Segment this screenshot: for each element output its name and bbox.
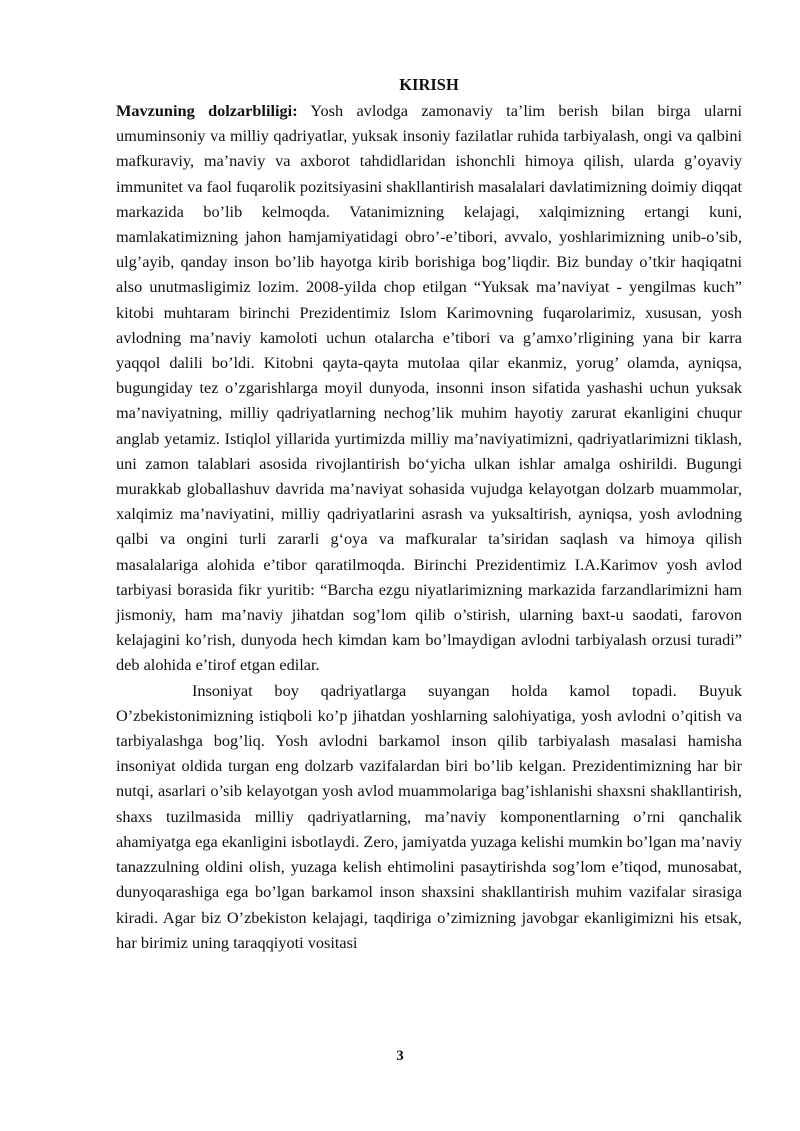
paragraph-values: Insoniyat boy qadriyatlarga suyangan holda kamol topadi. Buyuk O’zbekistonimizning istiqboli ko’p jihatdan yoshlarning salohiyatiga, yosh avlodni o’qitish va tarbiyalashga bog’liq. Yosh avlodni barkamol inson qilib tarbiyalash masalasi hamisha insoniyat oldida turgan eng dolzarb vazifalardan biri bo’lib kelgan. Prezidentimizning har bir nutqi, asarlari o’sib kelayotgan yosh avlod muammolariga bag’ishlanishi shaxsni shakllantirish, shaxs tuzilmasida milliy qadriyatlarning, ma’naviy komponentlarning o’rni qanchalik ahamiyatga ega ekanligini isbotlaydi. Zero, jamiyatda yuzaga kelishi mumkin bo’lgan ma’naviy tanazzulning oldini olish, yuzaga kelish ehtimolini pasaytirishda sog’lom e’tiqod, munosabat, dunyoqarashiga ega bo’lgan barkamol inson shaxsini shakllantirish muhim vazifalar sirasiga kiradi. Agar biz O’zbekiston kelajagi, taqdiriga o’zimizning javobgar ekanligimizni his etsak, har birimiz uning taraqqiyoti vositasi xyxy=(116,680,742,952)
section-lead-label: Mavzuning dolzarbliligi: xyxy=(116,101,298,120)
page-number: 3 xyxy=(396,1048,404,1064)
paragraph-relevance xyxy=(116,98,742,678)
document-page xyxy=(116,72,742,955)
page-title: KIRISH xyxy=(399,75,459,94)
paragraph-relevance-text: Yosh avlodga zamonaviy ta’lim berish bilan birga ularni umuminsoniy va milliy qadriyatlar, yuksak insoniy fazilatlar ruhida tarbiyalash, ongi va qalbini mafkuraviy, ma’naviy va axborot tahdidlaridan ishonchli himoya qilish, ularda g’oyaviy immunitet va faol fuqarolik pozitsiyasini shakllantirish masalalari davlatimizning doimiy diqqat markazida bo’lib kelmoqda. Vatanimizning kelajagi, xalqimizning ertangi kuni, mamlakatimizning jahon hamjamiyatidagi obro’-e’tibori, avvalo, yoshlarimizning unib-o’sib, ulg’ayib, qanday inson bo’lib hayotga kirib borishiga bog’liqdir. Biz bunday o’tkir haqiqatni also unutmasligimiz lozim. 2008-yilda chop etilgan “Yuksak ma’naviyat - yengilmas kuch” kitobi muhtaram birinchi Prezidentimiz Islom Karimovning fuqarolarimiz, xususan, yosh avlodning ma’naviy kamoloti uchun otalarcha e’tibori va g’amxo’rligining yana bir karra yaqqol dalili bo’ldi. Kitobni qayta-qayta mutolaa qilar ekanmiz, yorug’ olamda, ayniqsa, bugungiday tez o’zgarishlarga moyil dunyoda, insonni inson sifatida yashashi uchun yuksak ma’naviyatning, milliy qadriyatlarning nechog’lik muhim hayotiy zarurat ekanligini chuqur anglab yetamiz. Istiqlol yillarida yurtimizda milliy ma’naviyatimizni, qadriyatlarimizni tiklash, uni zamon talablari asosida rivojlantirish bo‘yicha ulkan ishlar amalga oshirildi. Bugungi murakkab globallashuv davrida ma’naviyat sohasida vujudga kelayotgan dolzarb muammolar, xalqimiz ma’naviyatini, milliy qadriyatlarini asrash va yuksaltirish, ayniqsa, yosh avlodning qalbi va ongini turli zararli g‘oya va mafkuralar ta’siridan saqlash va himoya qilish masalalariga alohida e’tibor qaratilmoqda. Birinchi Prezidentimiz I.A.Karimov yosh avlod tarbiyasi borasida fikr yuritib: “Barcha ezgu niyatlarimizning markazida farzandlarimizni ham jismoniy, ham ma’naviy jihatdan sog’lom qilib o’stirish, ularning baxt-u saodati, farovon kelajagini ko’rish, dunyoda hech kimdan kam bo’lmaydigan avlodni tarbiyalash orzusi turadi” deb alohida e’tirof etgan edilar. xyxy=(116,101,742,675)
